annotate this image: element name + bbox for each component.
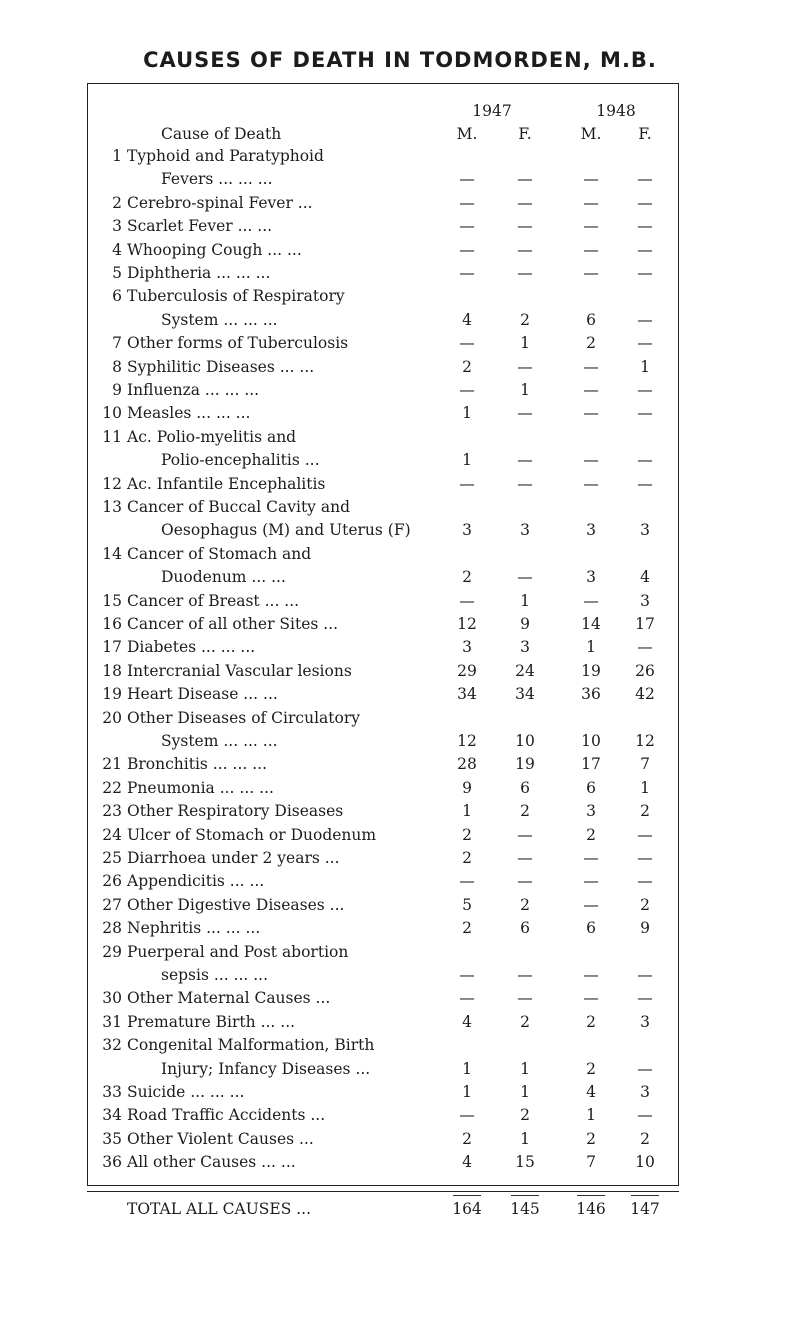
value-f-1948: 2 — [640, 895, 650, 914]
cause-label: Intercranial Vascular lesions — [127, 661, 352, 680]
row-number: 3 — [112, 217, 122, 236]
row-number: 27 — [102, 895, 122, 914]
cause-label: Other Digestive Diseases ... — [127, 895, 345, 914]
value-m-1947: 4 — [462, 1153, 472, 1172]
cause-label: sepsis ... ... ... — [161, 966, 269, 984]
value-m-1948: — — [583, 989, 599, 1008]
value-m-1947: 1 — [462, 802, 472, 821]
value-m-1947: 4 — [462, 310, 472, 329]
row-number: 13 — [102, 498, 122, 516]
value-m-1948: 3 — [586, 802, 596, 821]
value-f-1948: 2 — [640, 1129, 650, 1148]
row-number: 23 — [102, 802, 122, 821]
cause-header: Cause of Death — [161, 125, 282, 143]
value-f-1948: 9 — [640, 919, 650, 938]
row-number: 12 — [102, 474, 122, 493]
row-number: 35 — [102, 1129, 122, 1148]
value-m-1947: — — [459, 989, 475, 1008]
value-f-1947: 1 — [520, 1059, 530, 1078]
row-number: 34 — [102, 1106, 122, 1125]
value-m-1948: — — [583, 895, 599, 914]
value-m-1947: — — [459, 591, 475, 610]
total-1947-m: 164 — [452, 1200, 482, 1218]
value-f-1948: — — [637, 404, 653, 423]
value-m-1947: 9 — [462, 778, 472, 797]
value-f-1948: 17 — [635, 615, 655, 633]
value-m-1947: 29 — [457, 661, 477, 680]
value-m-1948: 3 — [586, 568, 596, 587]
cause-label: Other Violent Causes ... — [127, 1129, 314, 1148]
total-1948-m: 146 — [576, 1200, 606, 1218]
value-f-1948: — — [637, 966, 653, 984]
cause-label: System ... ... ... — [161, 732, 278, 750]
cause-label: Tuberculosis of Respiratory — [127, 287, 345, 306]
value-f-1948: 26 — [635, 661, 655, 680]
value-m-1947: 2 — [462, 1129, 472, 1148]
value-m-1947: 3 — [462, 638, 472, 657]
value-f-1948: 1 — [640, 357, 650, 376]
total-1948-f: 147 — [630, 1200, 660, 1218]
value-m-1948: — — [583, 474, 599, 493]
value-m-1947: 2 — [462, 849, 472, 867]
cause-label: Nephritis ... ... ... — [127, 919, 261, 938]
row-number: 16 — [102, 615, 122, 633]
row-number: 26 — [102, 872, 122, 891]
value-m-1948: 6 — [586, 778, 596, 797]
row-number: 36 — [102, 1153, 122, 1172]
value-f-1948: 10 — [635, 1153, 655, 1172]
value-f-1947: — — [517, 264, 533, 282]
cause-label: Influenza ... ... ... — [127, 381, 260, 399]
value-f-1947: — — [517, 966, 533, 984]
cause-label: Other Maternal Causes ... — [127, 989, 331, 1008]
value-f-1947: — — [517, 474, 533, 493]
value-f-1947: — — [517, 849, 533, 867]
value-f-1947: 2 — [520, 310, 530, 329]
value-m-1948: 36 — [581, 685, 601, 704]
value-f-1948: 3 — [640, 591, 650, 610]
value-m-1948: 10 — [581, 732, 601, 750]
value-f-1947: — — [517, 872, 533, 891]
cause-label: Syphilitic Diseases ... ... — [127, 357, 315, 376]
value-m-1948: 6 — [586, 919, 596, 938]
value-m-1947: 2 — [462, 825, 472, 844]
value-m-1948: 2 — [586, 1012, 596, 1031]
value-f-1947: — — [517, 568, 533, 587]
row-number: 15 — [102, 591, 122, 610]
value-m-1947: 2 — [462, 568, 472, 587]
value-f-1947: 34 — [515, 685, 535, 704]
value-f-1947: 1 — [520, 591, 530, 610]
value-m-1948: — — [583, 872, 599, 891]
value-m-1947: — — [459, 1106, 475, 1125]
cause-label: Cancer of all other Sites ... — [127, 615, 339, 633]
cause-label: All other Causes ... ... — [127, 1153, 296, 1172]
value-f-1948: 3 — [640, 1012, 650, 1031]
row-number: 20 — [102, 708, 122, 727]
row-number: 17 — [102, 638, 122, 657]
row-number: 14 — [102, 544, 122, 563]
value-f-1947: — — [517, 170, 533, 189]
value-m-1947: 12 — [457, 732, 477, 750]
value-f-1947: 3 — [520, 638, 530, 657]
row-number: 32 — [102, 1036, 122, 1055]
value-f-1948: — — [637, 217, 653, 236]
cause-label: Polio-encephalitis ... — [161, 451, 320, 470]
total-label: TOTAL ALL CAUSES ... — [127, 1200, 312, 1218]
value-m-1948: — — [583, 591, 599, 610]
value-m-1948: 2 — [586, 334, 596, 353]
cause-label: Other Diseases of Circulatory — [127, 708, 360, 727]
value-f-1948: — — [637, 638, 653, 657]
row-number: 28 — [102, 919, 122, 938]
total-rule — [631, 1195, 659, 1196]
value-m-1948: 14 — [581, 615, 601, 633]
value-f-1947: 3 — [520, 521, 530, 540]
value-f-1948: — — [637, 193, 653, 212]
cause-label: Whooping Cough ... ... — [127, 240, 302, 259]
cause-label: Injury; Infancy Diseases ... — [161, 1059, 371, 1078]
cause-label: Typhoid and Paratyphoid — [127, 147, 324, 165]
value-f-1947: 1 — [520, 1129, 530, 1148]
value-m-1948: — — [583, 170, 599, 189]
value-m-1947: — — [459, 872, 475, 891]
row-number: 9 — [112, 381, 122, 399]
cause-label: Suicide ... ... ... — [127, 1083, 245, 1101]
value-m-1948: 3 — [586, 521, 596, 540]
total-rule — [453, 1195, 481, 1196]
cause-label: Congenital Malformation, Birth — [127, 1036, 375, 1055]
value-m-1948: — — [583, 217, 599, 236]
cause-label: Puerperal and Post abortion — [127, 942, 349, 961]
col-1948-m: M. — [580, 125, 602, 143]
value-m-1948: — — [583, 381, 599, 399]
total-1947-f: 145 — [510, 1200, 540, 1218]
value-f-1947: 1 — [520, 1083, 530, 1101]
row-number: 2 — [112, 193, 122, 212]
value-m-1948: — — [583, 451, 599, 470]
cause-label: Oesophagus (M) and Uterus (F) — [161, 521, 411, 540]
cause-label: Road Traffic Accidents ... — [127, 1106, 326, 1125]
value-f-1947: 24 — [515, 661, 535, 680]
value-f-1947: — — [517, 240, 533, 259]
row-number: 25 — [102, 849, 122, 867]
value-f-1947: 19 — [515, 755, 535, 774]
cause-label: System ... ... ... — [161, 310, 278, 329]
value-f-1947: 9 — [520, 615, 530, 633]
row-number: 22 — [102, 778, 122, 797]
value-m-1947: — — [459, 334, 475, 353]
value-m-1947: — — [459, 381, 475, 399]
value-m-1947: 28 — [457, 755, 477, 774]
value-f-1947: 1 — [520, 334, 530, 353]
cause-label: Cancer of Buccal Cavity and — [127, 498, 351, 516]
row-number: 11 — [102, 427, 122, 446]
value-f-1947: — — [517, 451, 533, 470]
value-f-1947: 2 — [520, 1106, 530, 1125]
value-f-1947: — — [517, 989, 533, 1008]
cause-label: Appendicitis ... ... — [127, 872, 265, 891]
row-number: 29 — [102, 942, 122, 961]
value-f-1948: — — [637, 1059, 653, 1078]
row-number: 24 — [102, 825, 122, 844]
value-f-1948: — — [637, 381, 653, 399]
value-m-1947: 1 — [462, 451, 472, 470]
value-f-1948: — — [637, 334, 653, 353]
value-m-1947: 1 — [462, 1059, 472, 1078]
value-f-1948: — — [637, 240, 653, 259]
value-f-1947: — — [517, 404, 533, 423]
value-m-1948: — — [583, 357, 599, 376]
row-number: 21 — [102, 755, 122, 774]
col-1948-f: F. — [638, 125, 652, 143]
value-m-1947: 1 — [462, 1083, 472, 1101]
value-m-1947: — — [459, 264, 475, 282]
cause-label: Measles ... ... ... — [127, 404, 251, 423]
value-f-1948: — — [637, 451, 653, 470]
value-m-1948: 2 — [586, 1059, 596, 1078]
value-f-1948: 42 — [635, 685, 655, 704]
value-f-1947: 6 — [520, 778, 530, 797]
value-m-1947: 3 — [462, 521, 472, 540]
cause-label: Diabetes ... ... ... — [127, 638, 256, 657]
cause-label: Pneumonia ... ... ... — [127, 778, 274, 797]
cause-label: Cancer of Stomach and — [127, 544, 312, 563]
value-m-1948: — — [583, 966, 599, 984]
value-m-1947: 4 — [462, 1012, 472, 1031]
row-number: 6 — [112, 287, 122, 306]
value-f-1948: — — [637, 989, 653, 1008]
value-f-1948: 3 — [640, 521, 650, 540]
cause-label: Diphtheria ... ... ... — [127, 264, 271, 282]
value-f-1948: — — [637, 264, 653, 282]
cause-label: Cerebro-spinal Fever ... — [127, 193, 313, 212]
year-1947: 1947 — [472, 102, 512, 120]
value-f-1947: — — [517, 357, 533, 376]
value-m-1947: — — [459, 240, 475, 259]
value-f-1948: 3 — [640, 1083, 650, 1101]
cause-label: Scarlet Fever ... ... — [127, 217, 273, 236]
cause-label: Bronchitis ... ... ... — [127, 755, 267, 774]
value-m-1948: 1 — [586, 638, 596, 657]
value-f-1948: 1 — [640, 778, 650, 797]
value-f-1948: — — [637, 170, 653, 189]
page-title: CAUSES OF DEATH IN TODMORDEN, M.B. — [143, 48, 657, 72]
row-number: 8 — [112, 357, 122, 376]
row-number: 30 — [102, 989, 122, 1008]
cause-label: Other forms of Tuberculosis — [127, 334, 349, 353]
value-f-1948: — — [637, 872, 653, 891]
value-f-1947: 6 — [520, 919, 530, 938]
row-number: 18 — [102, 661, 122, 680]
value-f-1948: — — [637, 310, 653, 329]
value-m-1947: 34 — [457, 685, 477, 704]
row-number: 5 — [112, 264, 122, 282]
cause-label: Premature Birth ... ... — [127, 1012, 296, 1031]
value-f-1947: 2 — [520, 895, 530, 914]
cause-label: Other Respiratory Diseases — [127, 802, 344, 821]
cause-label: Diarrhoea under 2 years ... — [127, 849, 340, 867]
value-f-1948: — — [637, 849, 653, 867]
value-m-1947: 12 — [457, 615, 477, 633]
value-m-1947: — — [459, 170, 475, 189]
total-rule — [511, 1195, 539, 1196]
row-number: 33 — [102, 1083, 122, 1101]
row-number: 10 — [102, 404, 122, 423]
cause-label: Ac. Polio-myelitis and — [127, 427, 297, 446]
row-number: 7 — [112, 334, 122, 353]
value-m-1947: — — [459, 217, 475, 236]
value-m-1948: — — [583, 849, 599, 867]
value-m-1948: 2 — [586, 825, 596, 844]
value-m-1947: — — [459, 474, 475, 493]
value-m-1948: — — [583, 404, 599, 423]
value-f-1948: — — [637, 1106, 653, 1125]
value-m-1947: 5 — [462, 895, 472, 914]
value-m-1947: 2 — [462, 919, 472, 938]
value-f-1947: 2 — [520, 802, 530, 821]
row-number: 31 — [102, 1012, 122, 1031]
col-1947-f: F. — [518, 125, 532, 143]
col-1947-m: M. — [456, 125, 478, 143]
value-m-1948: — — [583, 193, 599, 212]
value-m-1947: — — [459, 193, 475, 212]
value-f-1948: — — [637, 825, 653, 844]
cause-label: Heart Disease ... ... — [127, 685, 278, 704]
year-1948: 1948 — [596, 102, 636, 120]
cause-label: Cancer of Breast ... ... — [127, 591, 300, 610]
total-rule — [577, 1195, 605, 1196]
value-f-1947: 15 — [515, 1153, 535, 1172]
value-f-1948: 2 — [640, 802, 650, 821]
value-m-1947: 2 — [462, 357, 472, 376]
value-m-1948: 19 — [581, 661, 601, 680]
value-m-1948: 1 — [586, 1106, 596, 1125]
row-number: 4 — [112, 240, 122, 259]
value-m-1948: — — [583, 240, 599, 259]
cause-label: Fevers ... ... ... — [161, 170, 273, 189]
value-f-1948: — — [637, 474, 653, 493]
value-f-1948: 4 — [640, 568, 650, 587]
value-m-1947: — — [459, 966, 475, 984]
value-m-1948: 17 — [581, 755, 601, 774]
value-f-1948: 7 — [640, 755, 650, 774]
value-f-1947: 10 — [515, 732, 535, 750]
row-number: 19 — [102, 685, 122, 704]
value-f-1948: 12 — [635, 732, 655, 750]
value-f-1947: — — [517, 193, 533, 212]
table-bottom-rule — [87, 1191, 679, 1192]
value-f-1947: 2 — [520, 1012, 530, 1031]
value-m-1948: 4 — [586, 1083, 596, 1101]
value-m-1948: 7 — [586, 1153, 596, 1172]
value-m-1947: 1 — [462, 404, 472, 423]
cause-label: Ac. Infantile Encephalitis — [127, 474, 326, 493]
value-m-1948: — — [583, 264, 599, 282]
value-m-1948: 2 — [586, 1129, 596, 1148]
value-m-1948: 6 — [586, 310, 596, 329]
cause-label: Ulcer of Stomach or Duodenum — [127, 825, 377, 844]
value-f-1947: 1 — [520, 381, 530, 399]
cause-label: Duodenum ... ... — [161, 568, 286, 587]
value-f-1947: — — [517, 217, 533, 236]
value-f-1947: — — [517, 825, 533, 844]
row-number: 1 — [112, 147, 122, 165]
